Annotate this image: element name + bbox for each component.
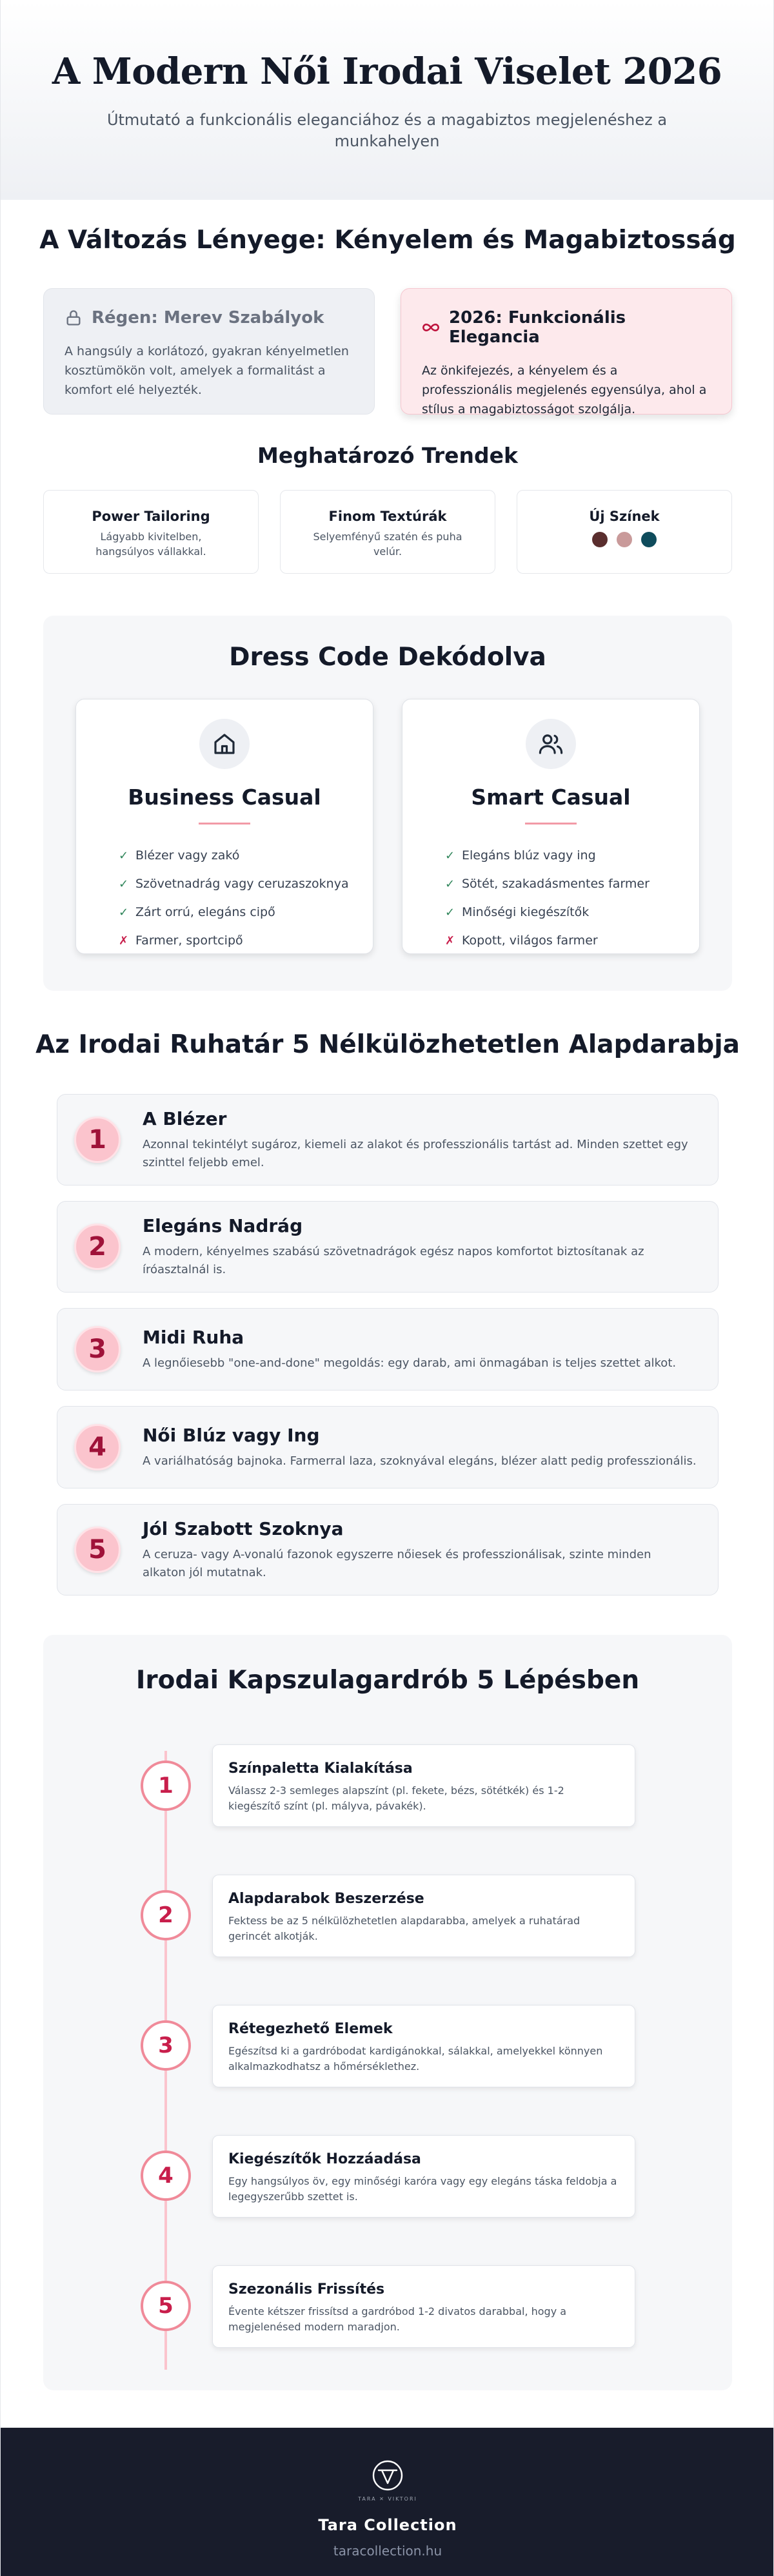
check-icon: ✓ [445, 905, 455, 919]
change-title: A Változás Lényege: Kényelem és Magabiztosság [39, 226, 736, 255]
staple-item [57, 1094, 719, 1186]
smart-casual-card [402, 699, 700, 954]
staple-text: A ceruza- vagy A-vonalú fazonok egyszerre nőiesek és professzionálisak, szinte minden alkaton jól mutatnak. [143, 1547, 651, 1579]
check-icon: ✓ [445, 877, 455, 891]
capsule-section [43, 1635, 732, 2390]
old-rules-title: Régen: Merev Szabályok [92, 308, 324, 327]
trend-card [280, 490, 495, 574]
step-text: Fektess be az 5 nélkülözhetetlen alapdarabba, amelyek a ruhatárad gerincét alkotják. [228, 1915, 580, 1942]
users-icon [537, 730, 564, 757]
staple-item [57, 1504, 719, 1595]
staples-section [1, 1030, 774, 1611]
step-number: 1 [141, 1761, 191, 1811]
staples-title: Az Irodai Ruhatár 5 Nélkülözhetetlen Alapdarabja [35, 1030, 740, 1059]
list-item: ✓ Blézer vagy zakó [119, 848, 240, 863]
list-item: ✓ Szövetnadrág vagy ceruzaszoknya [119, 877, 349, 891]
home-icon [211, 730, 238, 757]
lock-icon [64, 309, 83, 327]
staple-item [57, 1308, 719, 1390]
trend-title: Power Tailoring [92, 509, 210, 524]
page-subtitle: Útmutató a funkcionális eleganciához és a magabiztos megjelenéshez a munkahelyen [106, 111, 668, 150]
step-card [212, 2005, 635, 2087]
list-item: ✓ Minőségi kiegészítők [445, 905, 590, 919]
old-rules-card [43, 288, 375, 415]
brand-logo [368, 2456, 407, 2495]
page-title: A Modern Női Irodai Viselet 2026 [52, 50, 722, 93]
step-number: 2 [141, 1890, 191, 1940]
cross-icon: ✗ [119, 933, 129, 948]
number-badge: 3 [74, 1326, 121, 1372]
check-icon: ✓ [119, 848, 129, 863]
logo-wordmark: TARA ✕ VIKTORI [358, 2496, 417, 2502]
step-card [212, 2135, 635, 2218]
dress-code-card-title: Business Casual [128, 785, 321, 810]
trend-text: Selyemfényű szatén és puha velúr. [313, 531, 462, 558]
dress-code-title: Dress Code Dekódolva [229, 643, 546, 672]
trend-cards [43, 490, 732, 574]
step-title: Szezonális Frissítés [228, 2281, 385, 2298]
dress-code-card-title: Smart Casual [471, 785, 631, 810]
capsule-title: Irodai Kapszulagardrób 5 Lépésben [135, 1666, 640, 1695]
business-casual-card [75, 699, 373, 954]
list-item: ✗ Kopott, világos farmer [445, 933, 598, 948]
number-badge: 4 [74, 1424, 121, 1470]
list-item: ✓ Sötét, szakadásmentes farmer [445, 877, 650, 891]
infinity-icon [422, 318, 440, 337]
number-badge: 5 [74, 1527, 121, 1573]
staple-text: A legnőiesebb "one-and-done" megoldás: egy darab, ami önmagában is teljes szettet alkot. [143, 1356, 677, 1370]
check-icon: ✓ [119, 877, 129, 891]
trend-card [517, 490, 732, 574]
step-title: Kiegészítők Hozzáadása [228, 2151, 421, 2167]
color-swatch [592, 532, 608, 547]
hero [1, 0, 773, 200]
check-icon: ✓ [445, 848, 455, 863]
step-text: Évente kétszer frissítsd a gardróbod 1-2 divatos darabbal, hogy a megjelenésed modern maradjon. [228, 2305, 567, 2333]
step-card [212, 1875, 635, 1957]
staple-text: A modern, kényelmes szabású szövetnadrágok egész napos komfortot biztosítanak az íróasztalnál is. [143, 1244, 644, 1276]
trend-card [43, 490, 259, 574]
staple-text: A variálhatóság bajnoka. Farmerral laza, szoknyával elegáns, blézer alatt pedig professzionális. [143, 1454, 697, 1468]
step-text: Egészítsd ki a gardróbodat kardigánokkal, sálakkal, amelyekkel könnyen alkalmazkodhatsz a hőmérséklethez. [228, 2045, 603, 2073]
step-title: Alapdarabok Beszerzése [228, 1891, 424, 1907]
old-rules-text: A hangsúly a korlátozó, gyakran kényelmetlen kosztümökön volt, amelyek a formalitást a komfort elé helyezték. [64, 344, 349, 397]
step-text: Egy hangsúlyos öv, egy minőségi karóra vagy egy elegáns táska feldobja a legegyszerűbb szettet is. [228, 2175, 617, 2203]
staple-item [57, 1406, 719, 1488]
compare-cards [43, 288, 732, 415]
list-item: ✗ Farmer, sportcipő [119, 933, 243, 948]
number-badge: 2 [74, 1224, 121, 1270]
step-number: 5 [141, 2281, 191, 2331]
step-number: 4 [141, 2151, 191, 2201]
list-item: ✓ Zárt orrú, elegáns cipő [119, 905, 275, 919]
new-elegance-card [401, 288, 732, 415]
website-link[interactable]: taracollection.hu [333, 2543, 442, 2559]
new-elegance-text: Az önkifejezés, a kényelem és a professzionális megjelenés egyensúlya, ahol a stílus a magabiztosságot szolgálja. [422, 364, 707, 416]
trend-title: Finom Textúrák [328, 509, 447, 524]
dress-code-section [43, 616, 732, 991]
step-title: Rétegezhető Elemek [228, 2021, 393, 2037]
staple-item [57, 1201, 719, 1293]
staple-title: Női Blúz vagy Ing [143, 1424, 320, 1446]
check-icon: ✓ [119, 905, 129, 919]
staple-title: Elegáns Nadrág [143, 1215, 303, 1236]
footer [1, 2428, 774, 2576]
step-card [212, 1744, 635, 1827]
step-text: Válassz 2-3 semleges alapszínt (pl. fekete, bézs, sötétkék) és 1-2 kiegészítő színt (pl. mályva, pávakék). [228, 1784, 564, 1812]
number-badge: 1 [74, 1117, 121, 1163]
color-swatch [617, 532, 632, 547]
staple-title: Jól Szabott Szoknya [143, 1517, 344, 1539]
step-number: 3 [141, 2020, 191, 2071]
step-title: Színpaletta Kialakítása [228, 1761, 413, 1777]
trends-title: Meghatározó Trendek [257, 443, 518, 468]
cross-icon: ✗ [445, 933, 455, 948]
step-card [212, 2265, 635, 2348]
trend-text: Lágyabb kivitelben, hangsúlyos vállakkal. [95, 531, 206, 558]
change-section [1, 226, 774, 574]
staple-text: Azonnal tekintélyt sugároz, kiemeli az alakot és professzionális tartást ad. Minden szettet egy szinttel feljebb emel. [143, 1137, 688, 1169]
trend-title: Új Színek [589, 509, 660, 524]
list-item: ✓ Elegáns blúz vagy ing [445, 848, 596, 863]
color-swatches [517, 532, 731, 547]
color-swatch [641, 532, 657, 547]
brand-name: Tara Collection [318, 2516, 457, 2534]
staple-title: Midi Ruha [143, 1326, 244, 1348]
new-elegance-title: 2026: Funkcionális Elegancia [449, 308, 626, 347]
staple-title: A Blézer [143, 1107, 227, 1129]
